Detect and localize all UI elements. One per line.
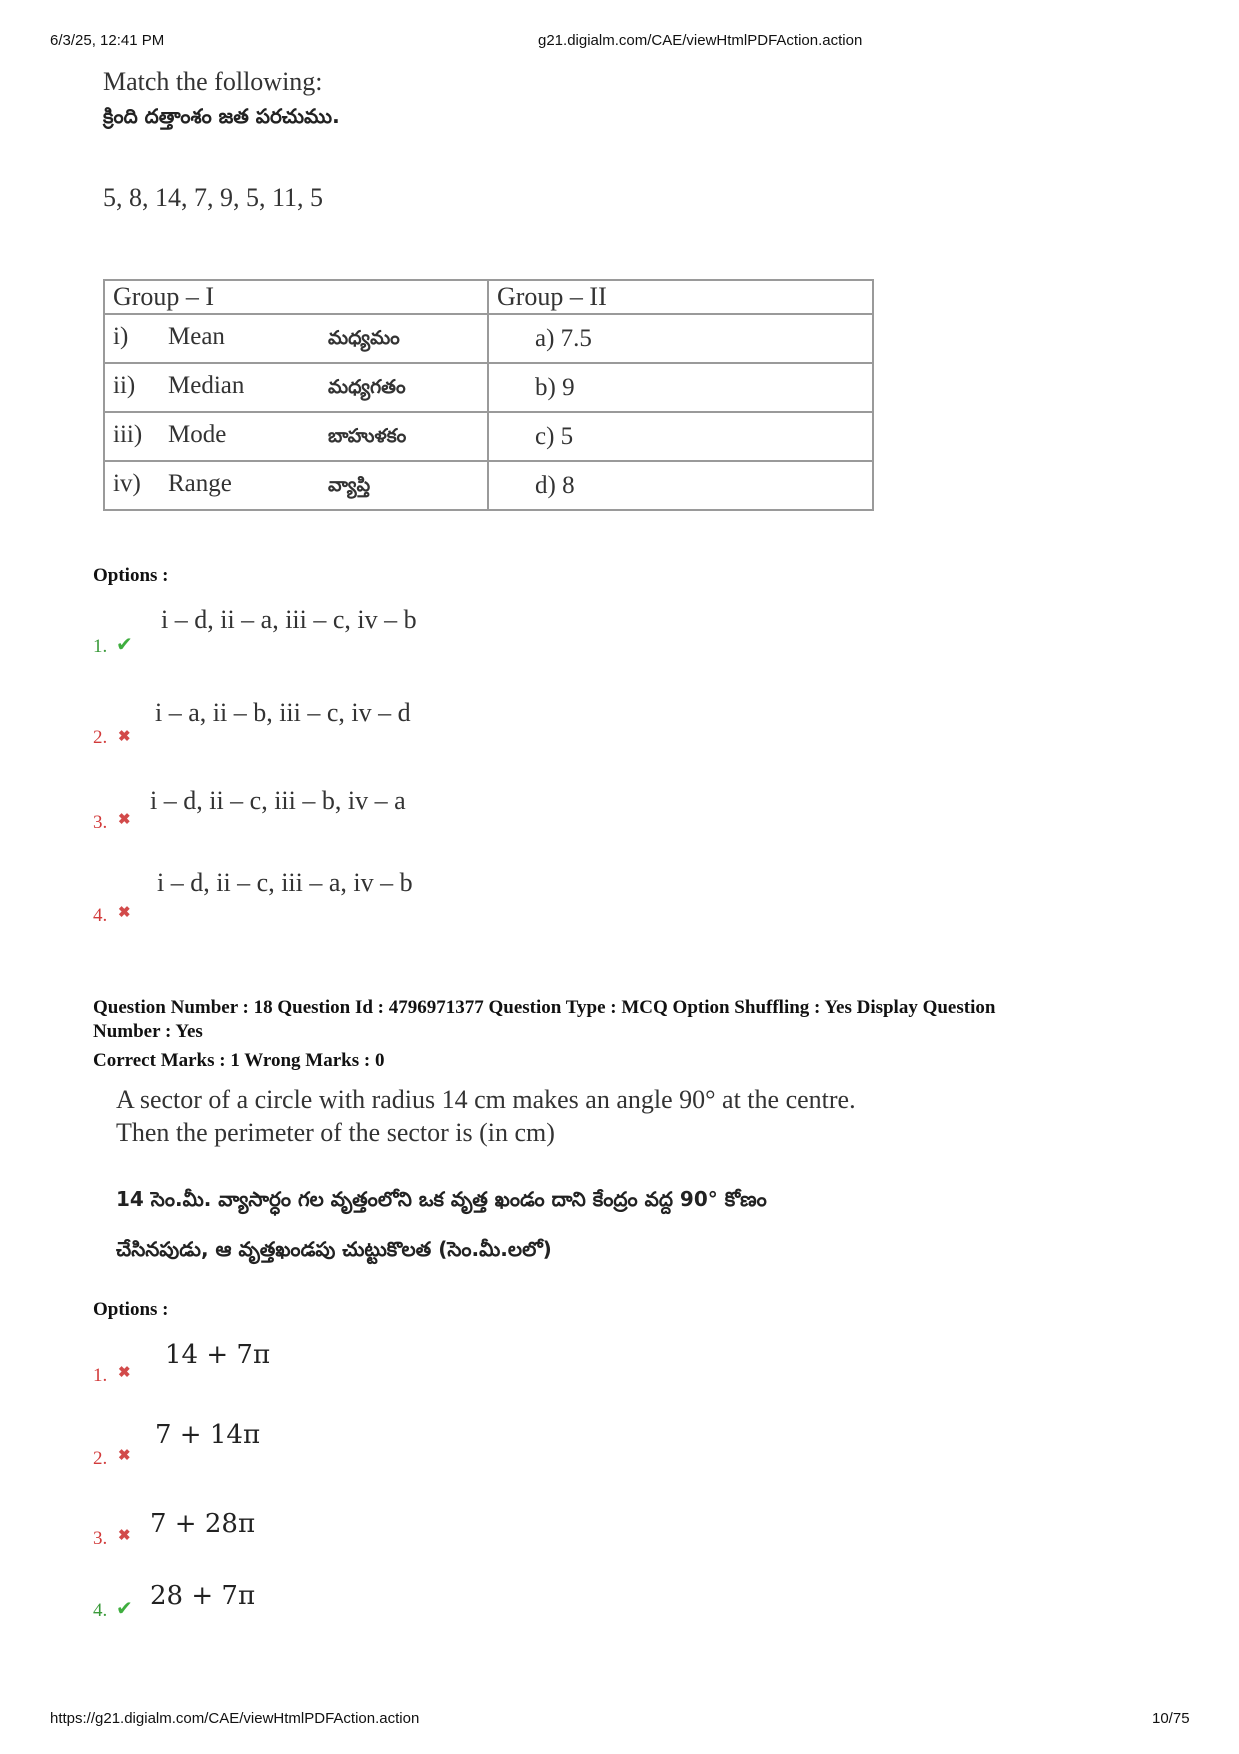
table-row bbox=[104, 314, 873, 363]
check-icon: ✔ bbox=[116, 634, 133, 656]
q18-text-en-2: Then the perimeter of the sector is (in cm) bbox=[116, 1118, 555, 1147]
cross-icon: ✖ bbox=[118, 905, 131, 921]
option-number: 4. bbox=[93, 905, 108, 926]
row-answer: d) 8 bbox=[488, 461, 873, 510]
row-num: i) bbox=[113, 323, 129, 350]
match-table bbox=[103, 279, 874, 511]
option-number: 3. bbox=[93, 1528, 108, 1549]
row-te: మధ్యమం bbox=[328, 327, 400, 349]
q18-text-te-2: చేసినపుడు, ఆ వృత్తఖండపు చుట్టుకొలత (సెం.మీ.లలో) bbox=[116, 1237, 552, 1261]
q17-option-2: i – a, ii – b, iii – c, iv – d bbox=[155, 698, 411, 727]
q18-meta-line1: Question Number : 18 Question Id : 4796971377 Question Type : MCQ Option Shuffling : Yes Display Question bbox=[93, 997, 996, 1018]
cross-icon: ✖ bbox=[118, 1365, 131, 1381]
check-icon: ✔ bbox=[116, 1598, 133, 1620]
row-te: వ్యాప్తి bbox=[328, 474, 371, 496]
table-row bbox=[104, 412, 873, 461]
print-url: g21.digialm.com/CAE/viewHtmlPDFAction.action bbox=[538, 32, 863, 49]
row-answer: a) 7.5 bbox=[488, 314, 873, 363]
q18-marks: Correct Marks : 1 Wrong Marks : 0 bbox=[93, 1050, 385, 1071]
footer-url: https://g21.digialm.com/CAE/viewHtmlPDFAction.action bbox=[50, 1710, 420, 1727]
option-number: 1. bbox=[93, 636, 108, 657]
q17-option-4: i – d, ii – c, iii – a, iv – b bbox=[157, 868, 413, 897]
row-num: ii) bbox=[113, 372, 136, 399]
row-num: iv) bbox=[113, 470, 141, 497]
q18-meta-line2: Number : Yes bbox=[93, 1021, 203, 1042]
row-en: Mean bbox=[168, 323, 225, 350]
q17-options-label: Options : bbox=[93, 565, 169, 586]
q18-text-en-1: A sector of a circle with radius 14 cm makes an angle 90° at the centre. bbox=[116, 1085, 856, 1114]
print-datetime: 6/3/25, 12:41 PM bbox=[50, 32, 165, 49]
q17-title-te: క్రింది దత్తాంశం జత పరచుము. bbox=[103, 104, 340, 128]
q17-option-1: i – d, ii – a, iii – c, iv – b bbox=[161, 605, 417, 634]
row-te: మధ్యగతం bbox=[328, 376, 406, 398]
row-answer: c) 5 bbox=[488, 412, 873, 461]
option-number: 3. bbox=[93, 812, 108, 833]
q17-title-en: Match the following: bbox=[103, 67, 323, 96]
option-number: 2. bbox=[93, 727, 108, 748]
q18-option-1: 14 + 7π bbox=[165, 1340, 271, 1370]
q18-option-3: 7 + 28π bbox=[150, 1509, 256, 1539]
q18-option-4: 28 + 7π bbox=[150, 1581, 256, 1611]
table-row bbox=[104, 363, 873, 412]
group2-header: Group – II bbox=[488, 280, 873, 314]
row-en: Range bbox=[168, 470, 232, 497]
cross-icon: ✖ bbox=[118, 1448, 131, 1464]
q17-data: 5, 8, 14, 7, 9, 5, 11, 5 bbox=[103, 183, 324, 212]
option-number: 4. bbox=[93, 1600, 108, 1621]
q18-option-2: 7 + 14π bbox=[155, 1420, 261, 1450]
row-en: Mode bbox=[168, 421, 227, 448]
cross-icon: ✖ bbox=[118, 812, 131, 828]
row-te: బాహుళకం bbox=[328, 425, 407, 447]
row-answer: b) 9 bbox=[488, 363, 873, 412]
row-num: iii) bbox=[113, 421, 143, 448]
row-en: Median bbox=[168, 372, 245, 399]
group1-header: Group – I bbox=[104, 280, 488, 314]
q18-options-label: Options : bbox=[93, 1299, 169, 1320]
cross-icon: ✖ bbox=[118, 1528, 131, 1544]
page-number: 10/75 bbox=[1152, 1710, 1190, 1727]
option-number: 1. bbox=[93, 1365, 108, 1386]
q17-option-3: i – d, ii – c, iii – b, iv – a bbox=[150, 786, 406, 815]
q18-text-te-1: 14 సెం.మీ. వ్యాసార్ధం గల వృత్తంలోని ఒక వృత్త ఖండం దాని కేంద్రం వద్ద 90° కోణం bbox=[116, 1187, 767, 1211]
table-row bbox=[104, 461, 873, 510]
cross-icon: ✖ bbox=[118, 729, 131, 745]
option-number: 2. bbox=[93, 1448, 108, 1469]
